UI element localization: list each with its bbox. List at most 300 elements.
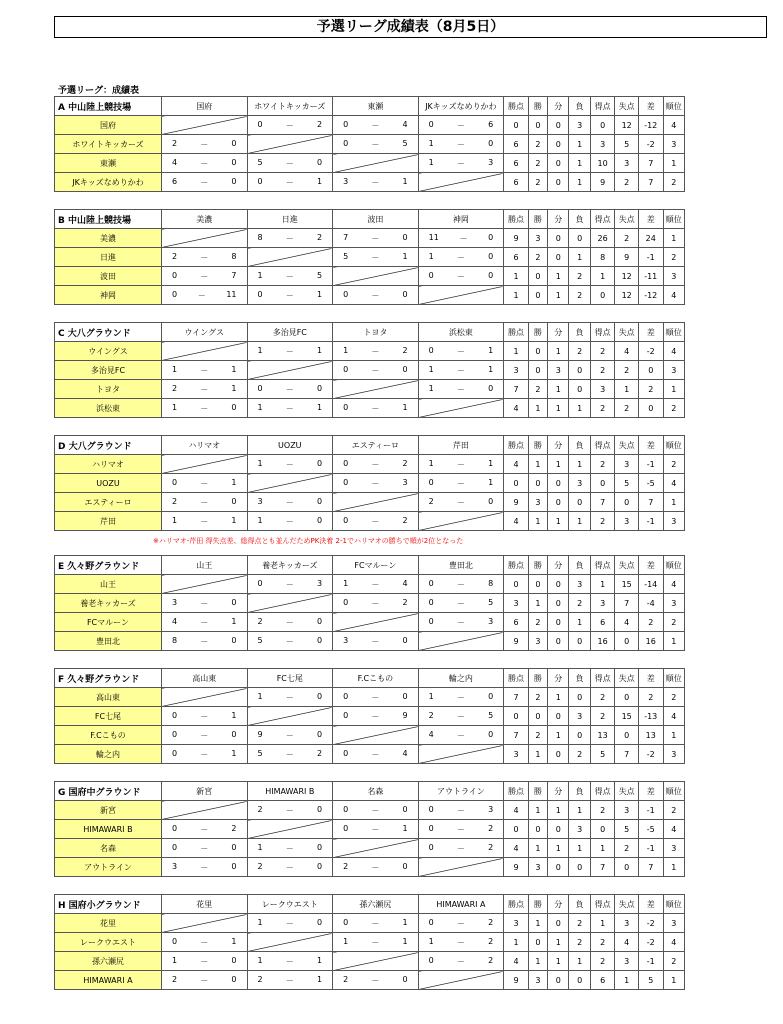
score-cell: 0 － 2 bbox=[333, 455, 419, 474]
stat-header: 分 bbox=[548, 669, 569, 688]
diagonal-cell bbox=[161, 914, 247, 933]
stat-cell: 1 bbox=[569, 512, 590, 531]
stat-cell: 3 bbox=[504, 745, 529, 764]
score-cell: 0 － 6 bbox=[418, 116, 504, 135]
table-row bbox=[55, 286, 685, 305]
team-column-header: 国府 bbox=[161, 97, 247, 116]
stat-cell: 2 bbox=[569, 342, 590, 361]
venue-label: C 大八グラウンド bbox=[55, 323, 162, 342]
stat-cell: 2 bbox=[663, 801, 684, 820]
diagonal-cell bbox=[418, 173, 504, 192]
score-cell: 1 － 0 bbox=[418, 248, 504, 267]
stat-cell: 1 bbox=[548, 286, 569, 305]
stat-header: 差 bbox=[638, 436, 663, 455]
stat-header: 順位 bbox=[663, 97, 684, 116]
stat-cell: 3 bbox=[663, 135, 684, 154]
stat-cell: 2 bbox=[663, 173, 684, 192]
stat-cell: 1 bbox=[548, 952, 569, 971]
score-cell: 1 － 1 bbox=[418, 455, 504, 474]
score-cell: 1 － 0 bbox=[418, 135, 504, 154]
diagonal-cell bbox=[161, 455, 247, 474]
stat-cell: 7 bbox=[615, 745, 639, 764]
stat-cell: 7 bbox=[615, 594, 639, 613]
score-cell: 5 － 0 bbox=[247, 632, 333, 651]
stat-cell: 0 bbox=[548, 116, 569, 135]
stat-cell: 1 bbox=[548, 801, 569, 820]
stat-cell: 0 bbox=[528, 933, 547, 952]
stat-header: 勝 bbox=[528, 895, 547, 914]
diagonal-cell bbox=[333, 493, 419, 512]
table-row bbox=[55, 455, 685, 474]
score-cell: 0 － 1 bbox=[333, 399, 419, 418]
stat-cell: 3 bbox=[615, 154, 639, 173]
stat-cell: 0 bbox=[638, 361, 663, 380]
stat-header: 分 bbox=[548, 436, 569, 455]
stat-header: 分 bbox=[548, 97, 569, 116]
team-name: 輪之内 bbox=[55, 745, 162, 764]
stat-cell: 3 bbox=[663, 361, 684, 380]
score-cell: 0 － 0 bbox=[247, 380, 333, 399]
stat-cell: 2 bbox=[569, 594, 590, 613]
stat-header: 勝 bbox=[528, 97, 547, 116]
stat-cell: 1 bbox=[528, 801, 547, 820]
stat-cell: 3 bbox=[615, 455, 639, 474]
stat-cell: 2 bbox=[590, 399, 615, 418]
stat-cell: 9 bbox=[504, 229, 529, 248]
stat-cell: 2 bbox=[528, 726, 547, 745]
stat-cell: 2 bbox=[590, 455, 615, 474]
stat-cell: 1 bbox=[548, 399, 569, 418]
score-cell: 2 － 5 bbox=[418, 707, 504, 726]
stat-cell: -2 bbox=[638, 342, 663, 361]
table-row bbox=[55, 173, 685, 192]
stat-cell: 2 bbox=[590, 707, 615, 726]
stat-cell: 3 bbox=[528, 632, 547, 651]
diagonal-cell bbox=[333, 380, 419, 399]
stat-cell: 9 bbox=[590, 173, 615, 192]
table-row bbox=[55, 474, 685, 493]
stat-cell: 0 bbox=[504, 707, 529, 726]
stat-cell: 1 bbox=[504, 342, 529, 361]
team-name: 名森 bbox=[55, 839, 162, 858]
stat-header: 得点 bbox=[590, 323, 615, 342]
stat-cell: 3 bbox=[569, 575, 590, 594]
stat-cell: -5 bbox=[638, 474, 663, 493]
score-cell: 0 － 0 bbox=[418, 267, 504, 286]
stat-cell: 3 bbox=[590, 135, 615, 154]
stat-cell: 0 bbox=[590, 116, 615, 135]
score-cell: 4 － 0 bbox=[161, 154, 247, 173]
stat-cell: 3 bbox=[504, 914, 529, 933]
stat-cell: 4 bbox=[504, 512, 529, 531]
stat-header: 負 bbox=[569, 895, 590, 914]
table-row bbox=[55, 971, 685, 990]
team-column-header: 花里 bbox=[161, 895, 247, 914]
stat-header: 負 bbox=[569, 669, 590, 688]
stat-cell: -1 bbox=[638, 248, 663, 267]
score-cell: 1 － 1 bbox=[161, 512, 247, 531]
stat-cell: 0 bbox=[569, 688, 590, 707]
score-cell: 0 － 0 bbox=[333, 801, 419, 820]
score-cell: 11 － 0 bbox=[418, 229, 504, 248]
score-cell: 1 － 1 bbox=[247, 342, 333, 361]
table-row bbox=[55, 380, 685, 399]
header-row bbox=[55, 782, 685, 801]
stat-cell: 12 bbox=[615, 116, 639, 135]
group-table bbox=[54, 781, 685, 877]
stat-cell: 1 bbox=[590, 839, 615, 858]
score-cell: 0 － 2 bbox=[333, 512, 419, 531]
table-row bbox=[55, 399, 685, 418]
stat-cell: 3 bbox=[548, 361, 569, 380]
stat-header: 差 bbox=[638, 556, 663, 575]
section-subtitle: 予選リーグ：成績表 bbox=[58, 86, 140, 96]
table-row bbox=[55, 820, 685, 839]
stat-cell: 2 bbox=[615, 173, 639, 192]
stat-header: 順位 bbox=[663, 895, 684, 914]
team-name: 国府 bbox=[55, 116, 162, 135]
diagonal-cell bbox=[247, 135, 333, 154]
diagonal-cell bbox=[418, 399, 504, 418]
score-cell: 3 － 0 bbox=[333, 632, 419, 651]
score-cell: 6 － 0 bbox=[161, 173, 247, 192]
score-cell: 5 － 2 bbox=[247, 745, 333, 764]
stat-cell: 3 bbox=[663, 914, 684, 933]
stat-cell: 0 bbox=[548, 707, 569, 726]
stat-cell: 10 bbox=[590, 154, 615, 173]
header-row bbox=[55, 210, 685, 229]
table-row bbox=[55, 613, 685, 632]
stat-cell: 1 bbox=[548, 726, 569, 745]
stat-cell: 0 bbox=[548, 154, 569, 173]
stat-header: 順位 bbox=[663, 323, 684, 342]
score-cell: 0 － 1 bbox=[418, 342, 504, 361]
team-column-header: JKキッズなめりかわ bbox=[418, 97, 504, 116]
stat-cell: 3 bbox=[663, 512, 684, 531]
team-name: 波田 bbox=[55, 267, 162, 286]
score-cell: 0 － 8 bbox=[418, 575, 504, 594]
stat-cell: 4 bbox=[504, 455, 529, 474]
stat-cell: 1 bbox=[569, 154, 590, 173]
stat-cell: 1 bbox=[663, 493, 684, 512]
stat-cell: -2 bbox=[638, 914, 663, 933]
score-cell: 0 － 0 bbox=[333, 361, 419, 380]
score-cell: 3 － 0 bbox=[247, 493, 333, 512]
stat-header: 差 bbox=[638, 210, 663, 229]
stat-cell: 1 bbox=[528, 914, 547, 933]
stat-cell: 1 bbox=[548, 933, 569, 952]
team-column-header: 名森 bbox=[333, 782, 419, 801]
score-cell: 9 － 0 bbox=[247, 726, 333, 745]
stat-cell: 1 bbox=[663, 229, 684, 248]
team-name: JKキッズなめりかわ bbox=[55, 173, 162, 192]
stat-header: 差 bbox=[638, 895, 663, 914]
stat-cell: 6 bbox=[590, 971, 615, 990]
team-column-header: 日進 bbox=[247, 210, 333, 229]
stat-cell: 2 bbox=[528, 173, 547, 192]
stat-header: 順位 bbox=[663, 436, 684, 455]
team-column-header: UOZU bbox=[247, 436, 333, 455]
table-row bbox=[55, 229, 685, 248]
page-title: 予選リーグ成績表（8月5日） bbox=[54, 16, 767, 38]
team-name: 日進 bbox=[55, 248, 162, 267]
team-name: ホワイトキッカーズ bbox=[55, 135, 162, 154]
stat-cell: 1 bbox=[590, 575, 615, 594]
stat-cell: 3 bbox=[528, 493, 547, 512]
stat-cell: 2 bbox=[569, 286, 590, 305]
stat-header: 負 bbox=[569, 323, 590, 342]
score-cell: 2 － 1 bbox=[161, 380, 247, 399]
stat-cell: -11 bbox=[638, 267, 663, 286]
diagonal-cell bbox=[333, 267, 419, 286]
stat-cell: 0 bbox=[590, 820, 615, 839]
stat-cell: -2 bbox=[638, 933, 663, 952]
stat-header: 差 bbox=[638, 669, 663, 688]
stat-cell: 3 bbox=[504, 594, 529, 613]
stat-cell: 0 bbox=[528, 820, 547, 839]
score-cell: 5 － 0 bbox=[247, 154, 333, 173]
stat-cell: 0 bbox=[569, 858, 590, 877]
stat-header: 勝点 bbox=[504, 97, 529, 116]
group-table bbox=[54, 555, 685, 651]
stat-cell: 1 bbox=[663, 971, 684, 990]
header-row bbox=[55, 436, 685, 455]
stat-header: 負 bbox=[569, 97, 590, 116]
team-name: FCマルーン bbox=[55, 613, 162, 632]
score-cell: 1 － 0 bbox=[247, 914, 333, 933]
stat-cell: 3 bbox=[504, 361, 529, 380]
team-column-header: 東瀬 bbox=[333, 97, 419, 116]
score-cell: 5 － 1 bbox=[333, 248, 419, 267]
stat-header: 差 bbox=[638, 323, 663, 342]
team-column-header: 山王 bbox=[161, 556, 247, 575]
stat-cell: 4 bbox=[504, 801, 529, 820]
stat-cell: 1 bbox=[569, 613, 590, 632]
table-row bbox=[55, 801, 685, 820]
stat-cell: 0 bbox=[548, 135, 569, 154]
stat-cell: 3 bbox=[569, 707, 590, 726]
score-cell: 0 － 2 bbox=[247, 116, 333, 135]
stat-header: 勝点 bbox=[504, 895, 529, 914]
score-cell: 0 － 1 bbox=[161, 745, 247, 764]
stat-header: 失点 bbox=[615, 669, 639, 688]
stat-cell: 2 bbox=[590, 952, 615, 971]
stat-cell: 0 bbox=[504, 116, 529, 135]
venue-label: B 中山陸上競技場 bbox=[55, 210, 162, 229]
group-table bbox=[54, 322, 685, 418]
tiebreak-note: ※ハリマオ-芹田 得失点差、総得点とも並んだためPK決着 2-1でハリマオの勝ちで順が2位となった bbox=[153, 537, 464, 545]
stat-cell: 1 bbox=[548, 688, 569, 707]
stat-cell: 7 bbox=[638, 493, 663, 512]
stat-cell: 0 bbox=[615, 726, 639, 745]
score-cell: 3 － 0 bbox=[161, 858, 247, 877]
stat-header: 失点 bbox=[615, 782, 639, 801]
stat-cell: 1 bbox=[528, 952, 547, 971]
score-cell: 0 － 5 bbox=[418, 594, 504, 613]
diagonal-cell bbox=[247, 361, 333, 380]
stat-cell: 24 bbox=[638, 229, 663, 248]
stat-cell: 2 bbox=[590, 342, 615, 361]
team-name: HIMAWARI A bbox=[55, 971, 162, 990]
stat-cell: 2 bbox=[569, 267, 590, 286]
stat-header: 勝点 bbox=[504, 323, 529, 342]
stat-header: 勝 bbox=[528, 556, 547, 575]
team-column-header: ウイングス bbox=[161, 323, 247, 342]
score-cell: 0 － 4 bbox=[333, 116, 419, 135]
score-cell: 0 － 2 bbox=[161, 820, 247, 839]
stat-cell: -13 bbox=[638, 707, 663, 726]
stat-cell: 1 bbox=[615, 971, 639, 990]
table-row bbox=[55, 575, 685, 594]
stat-header: 負 bbox=[569, 210, 590, 229]
stat-cell: 7 bbox=[504, 688, 529, 707]
stat-cell: 5 bbox=[615, 474, 639, 493]
score-cell: 1 － 0 bbox=[418, 688, 504, 707]
stat-cell: 9 bbox=[504, 493, 529, 512]
score-cell: 0 － 3 bbox=[418, 613, 504, 632]
stat-cell: -14 bbox=[638, 575, 663, 594]
stat-cell: 5 bbox=[615, 820, 639, 839]
score-cell: 1 － 0 bbox=[161, 952, 247, 971]
header-row bbox=[55, 556, 685, 575]
table-row bbox=[55, 707, 685, 726]
team-name: 豊田北 bbox=[55, 632, 162, 651]
stat-cell: 1 bbox=[548, 267, 569, 286]
stat-cell: 0 bbox=[615, 493, 639, 512]
stat-header: 得点 bbox=[590, 782, 615, 801]
team-name: 孫六瀬尻 bbox=[55, 952, 162, 971]
diagonal-cell bbox=[161, 801, 247, 820]
diagonal-cell bbox=[161, 688, 247, 707]
diagonal-cell bbox=[418, 286, 504, 305]
stat-cell: 2 bbox=[638, 613, 663, 632]
score-cell: 8 － 2 bbox=[247, 229, 333, 248]
diagonal-cell bbox=[418, 632, 504, 651]
stat-cell: 1 bbox=[590, 267, 615, 286]
score-cell: 2 － 0 bbox=[333, 858, 419, 877]
team-name: 東瀬 bbox=[55, 154, 162, 173]
team-column-header: 神岡 bbox=[418, 210, 504, 229]
stat-cell: 9 bbox=[504, 632, 529, 651]
stat-cell: -2 bbox=[638, 745, 663, 764]
score-cell: 1 － 0 bbox=[418, 380, 504, 399]
score-cell: 1 － 0 bbox=[247, 512, 333, 531]
table-row bbox=[55, 512, 685, 531]
stat-cell: 5 bbox=[590, 745, 615, 764]
stat-cell: 1 bbox=[504, 267, 529, 286]
stat-cell: 1 bbox=[528, 594, 547, 613]
stat-cell: 3 bbox=[663, 594, 684, 613]
diagonal-cell bbox=[418, 745, 504, 764]
table-row bbox=[55, 267, 685, 286]
stat-cell: 1 bbox=[528, 839, 547, 858]
stat-cell: 0 bbox=[615, 858, 639, 877]
stat-cell: -2 bbox=[638, 135, 663, 154]
stat-cell: -1 bbox=[638, 801, 663, 820]
stat-cell: 0 bbox=[548, 745, 569, 764]
diagonal-cell bbox=[161, 229, 247, 248]
stat-header: 分 bbox=[548, 210, 569, 229]
score-cell: 0 － 0 bbox=[333, 286, 419, 305]
score-cell: 2 － 0 bbox=[161, 135, 247, 154]
table-row bbox=[55, 726, 685, 745]
stat-header: 勝点 bbox=[504, 556, 529, 575]
stat-cell: 1 bbox=[615, 380, 639, 399]
table-row bbox=[55, 839, 685, 858]
stat-cell: 0 bbox=[504, 575, 529, 594]
venue-label: A 中山陸上競技場 bbox=[55, 97, 162, 116]
table-row bbox=[55, 933, 685, 952]
stat-cell: 0 bbox=[590, 286, 615, 305]
score-cell: 1 － 2 bbox=[418, 933, 504, 952]
score-cell: 0 － 2 bbox=[333, 594, 419, 613]
stat-header: 勝点 bbox=[504, 782, 529, 801]
stat-cell: 1 bbox=[569, 248, 590, 267]
stat-cell: 0 bbox=[569, 632, 590, 651]
score-cell: 0 － 1 bbox=[333, 914, 419, 933]
stat-cell: 4 bbox=[663, 342, 684, 361]
stat-cell: 2 bbox=[569, 933, 590, 952]
stat-header: 勝 bbox=[528, 782, 547, 801]
stat-header: 順位 bbox=[663, 556, 684, 575]
stat-cell: 2 bbox=[663, 248, 684, 267]
stat-cell: 0 bbox=[548, 474, 569, 493]
score-cell: 1 － 2 bbox=[333, 342, 419, 361]
table-row bbox=[55, 342, 685, 361]
team-name: 花里 bbox=[55, 914, 162, 933]
stat-cell: 0 bbox=[504, 820, 529, 839]
team-name: ウイングス bbox=[55, 342, 162, 361]
score-cell: 0 － 1 bbox=[333, 820, 419, 839]
stat-cell: 1 bbox=[528, 745, 547, 764]
stat-cell: 4 bbox=[615, 613, 639, 632]
stat-cell: 2 bbox=[638, 380, 663, 399]
stat-cell: 0 bbox=[528, 342, 547, 361]
team-column-header: 輪之内 bbox=[418, 669, 504, 688]
stat-header: 勝 bbox=[528, 323, 547, 342]
stat-cell: 0 bbox=[569, 361, 590, 380]
diagonal-cell bbox=[418, 971, 504, 990]
stat-header: 分 bbox=[548, 895, 569, 914]
team-name: 芹田 bbox=[55, 512, 162, 531]
stat-cell: 4 bbox=[504, 839, 529, 858]
stat-cell: 3 bbox=[528, 229, 547, 248]
stat-cell: 9 bbox=[615, 248, 639, 267]
stat-header: 順位 bbox=[663, 669, 684, 688]
table-row bbox=[55, 135, 685, 154]
stat-cell: 4 bbox=[615, 933, 639, 952]
stat-cell: 4 bbox=[663, 286, 684, 305]
stat-cell: 9 bbox=[504, 971, 529, 990]
score-cell: 0 － 3 bbox=[333, 474, 419, 493]
stat-header: 分 bbox=[548, 782, 569, 801]
team-name: FC七尾 bbox=[55, 707, 162, 726]
stat-cell: -4 bbox=[638, 594, 663, 613]
stat-cell: 0 bbox=[569, 493, 590, 512]
stat-cell: 7 bbox=[590, 858, 615, 877]
diagonal-cell bbox=[333, 952, 419, 971]
team-column-header: HIMAWARI B bbox=[247, 782, 333, 801]
stat-header: 得点 bbox=[590, 895, 615, 914]
table-row bbox=[55, 632, 685, 651]
stat-header: 得点 bbox=[590, 436, 615, 455]
score-cell: 0 － 2 bbox=[418, 914, 504, 933]
stat-header: 得点 bbox=[590, 556, 615, 575]
team-column-header: 芹田 bbox=[418, 436, 504, 455]
stat-cell: 1 bbox=[548, 380, 569, 399]
group-table bbox=[54, 96, 685, 192]
team-name: アウトライン bbox=[55, 858, 162, 877]
